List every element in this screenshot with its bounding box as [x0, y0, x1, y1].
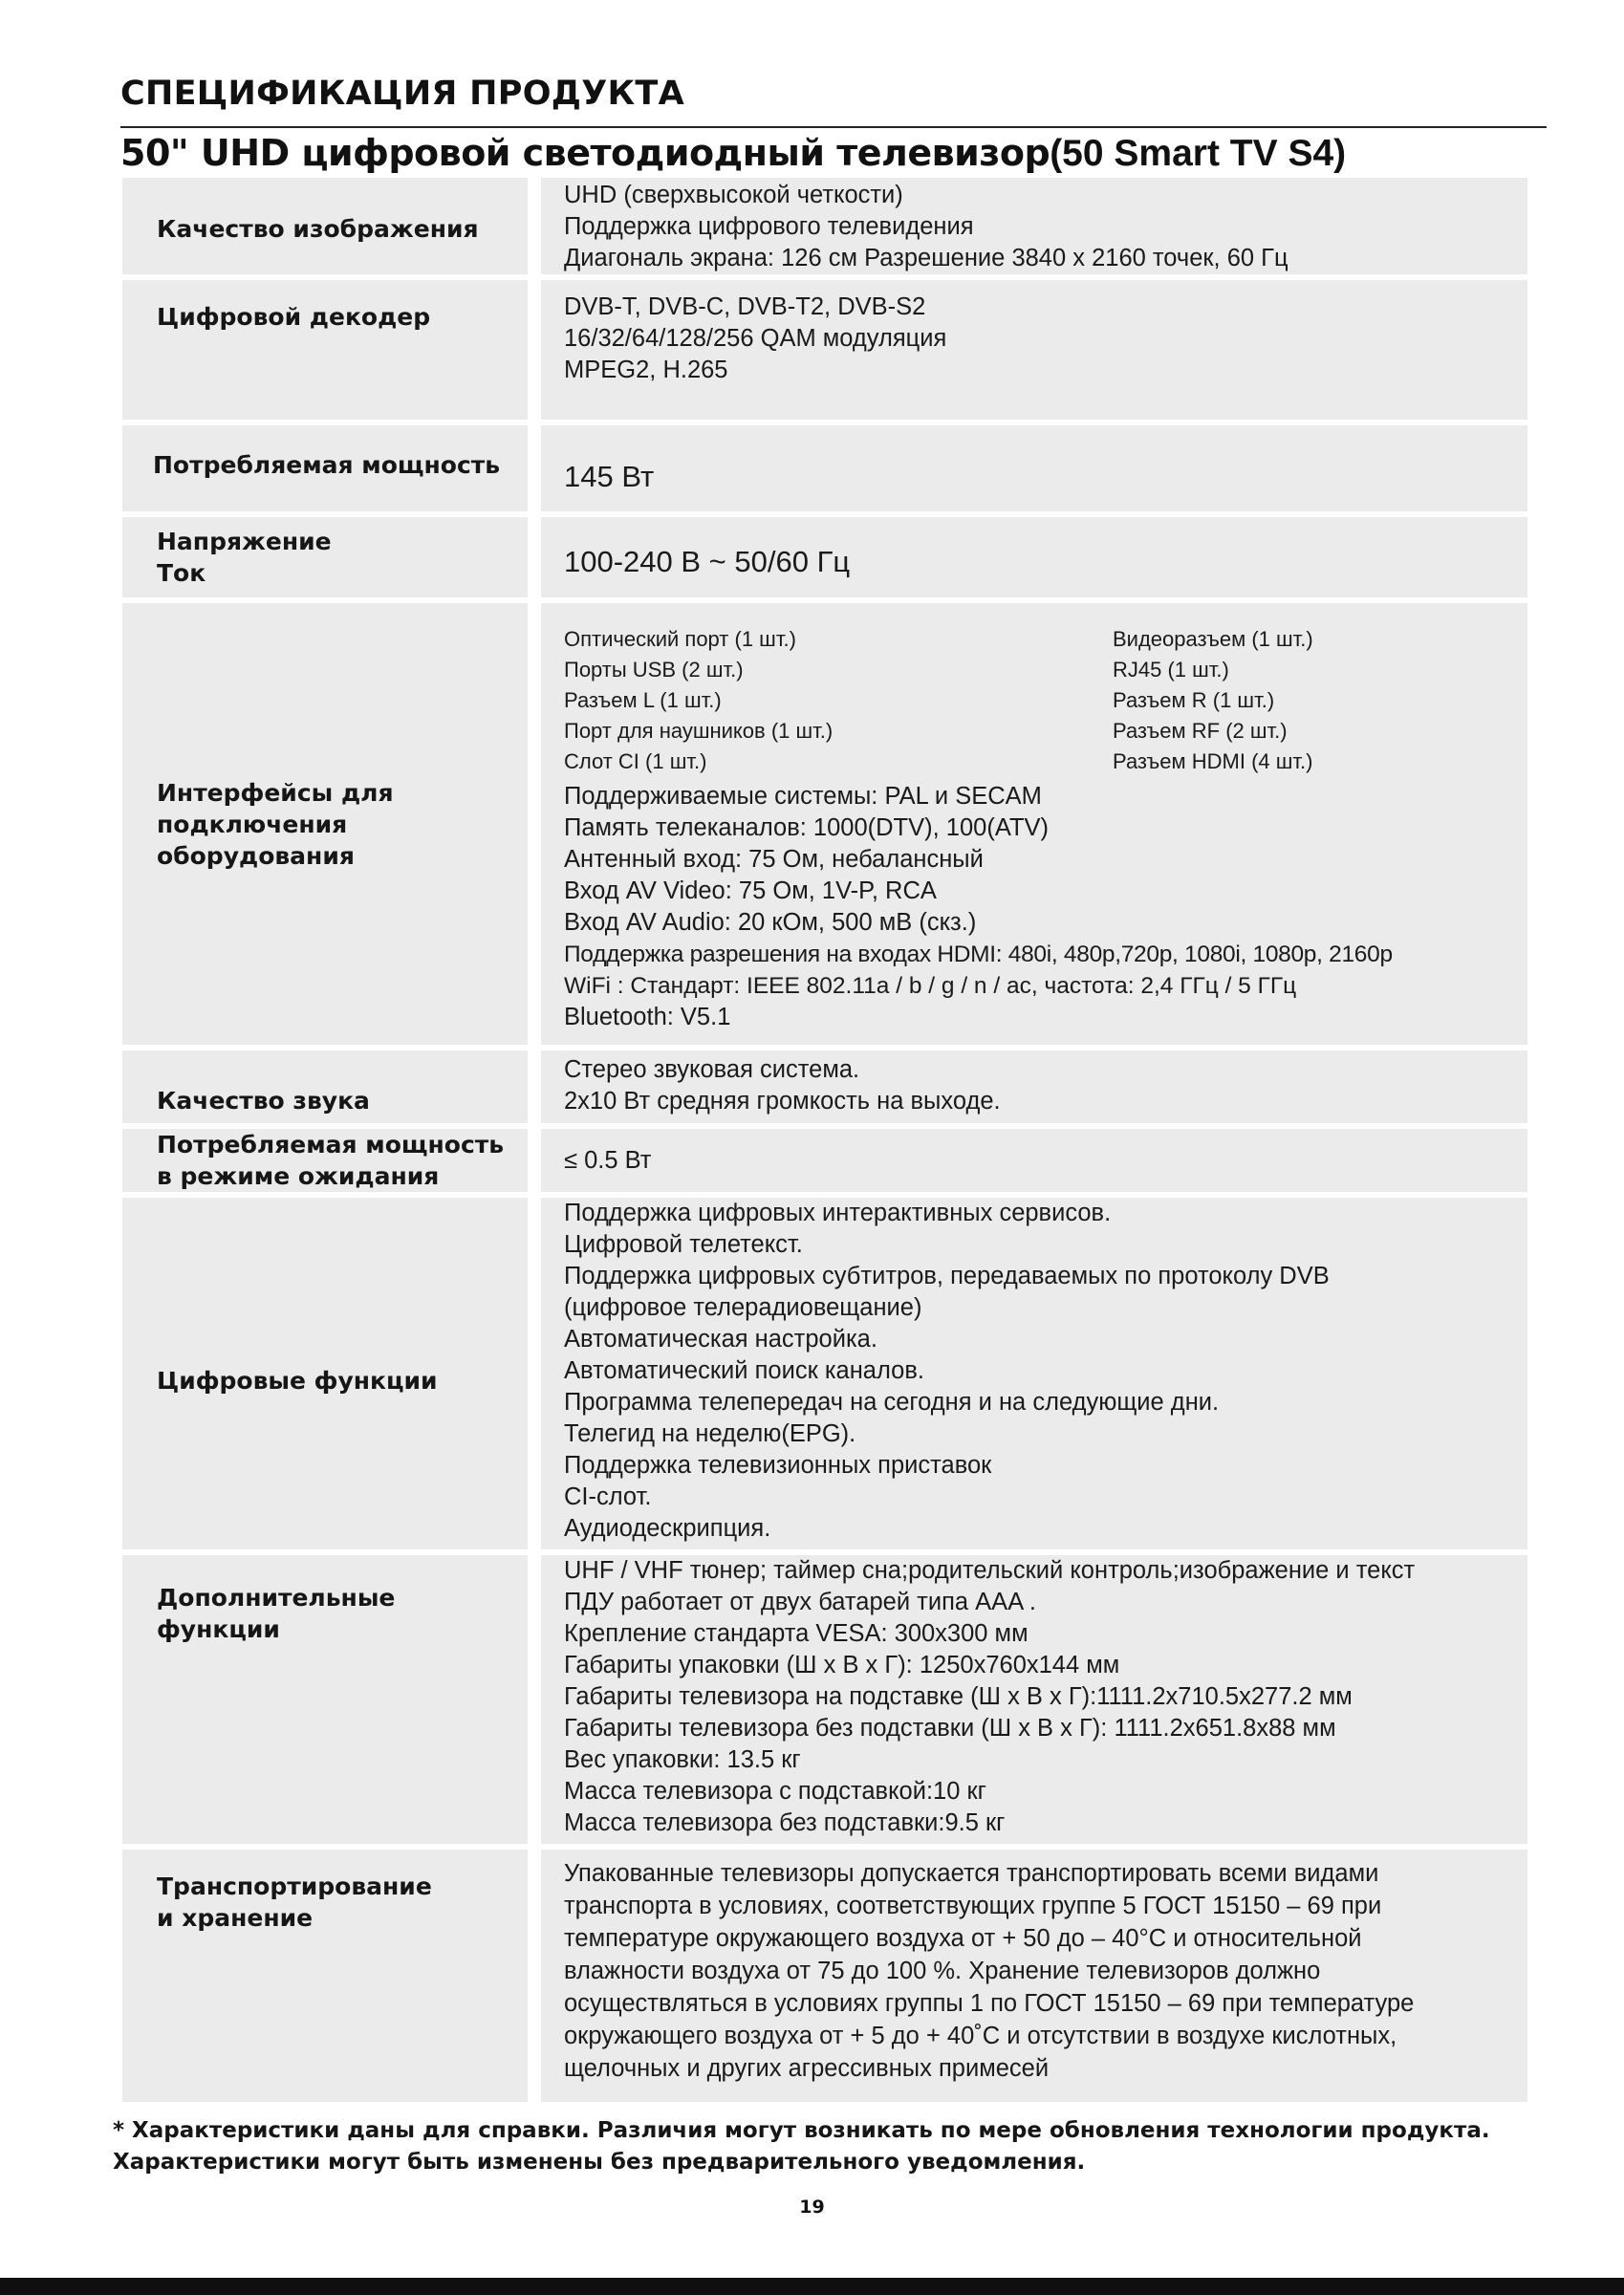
spec-label-line: функции: [157, 1615, 280, 1643]
footnote: [113, 2115, 1490, 2178]
spec-value-sound: [541, 1050, 1527, 1123]
spec-row-decoder: [122, 280, 1527, 420]
spec-label-sound: Качество звука: [122, 1050, 528, 1123]
spec-line: UHF / VHF тюнер; таймер сна;родительский контроль;изображение и текст: [564, 1557, 1416, 1584]
port-item: Порты USB (2 шт.): [564, 658, 744, 682]
spec-line: щелочных и других агрессивных примесей: [564, 2055, 1050, 2082]
port-item: Порт для наушников (1 шт.): [564, 719, 834, 743]
footnote-line: Характеристики могут быть изменены без предварительного уведомления.: [113, 2150, 1086, 2175]
spec-row-picture: [122, 178, 1527, 274]
spec-label-decoder: Цифровой декодер: [122, 280, 528, 420]
spec-row-power: [122, 425, 1527, 511]
spec-line: Поддержка цифровых интерактивных сервисов.: [564, 1200, 1112, 1226]
spec-line: Диагональ экрана: 126 см Разрешение 3840 х 2160 точек, 60 Гц: [564, 245, 1288, 271]
port-item: Разъем L (1 шт.): [564, 688, 722, 712]
spec-row-transport: [122, 1850, 1527, 2102]
spec-row-sound: [122, 1050, 1527, 1123]
spec-line: Масса телевизора без подставки:9.5 кг: [564, 1809, 1006, 1836]
spec-label-line: оборудования: [157, 841, 355, 870]
spec-line: Антенный вход: 75 Ом, небалансный: [564, 846, 984, 873]
spec-value-decoder: [541, 280, 1527, 420]
spec-value-voltage: 100-240 В ~ 50/60 Гц: [541, 517, 1527, 597]
spec-label-line: Напряжение: [157, 528, 332, 555]
port-item: Разъем R (1 шт.): [1113, 688, 1275, 712]
port-item: Разъем RF (2 шт.): [1113, 719, 1288, 743]
spec-label-extra: [122, 1555, 528, 1844]
spec-line: Поддержка цифрового телевидения: [564, 213, 974, 240]
spec-line: Программа телепередач на сегодня и на следующие дни.: [564, 1389, 1220, 1416]
spec-line: Поддержка цифровых субтитров, передаваемых по протоколу DVB: [564, 1263, 1330, 1289]
port-item: Разъем HDMI (4 шт.): [1113, 749, 1313, 773]
spec-line: Вход AV Audio: 20 кОм, 500 мВ (скз.): [564, 909, 977, 936]
spec-label-interfaces: [122, 603, 528, 1045]
spec-label-line: Потребляемая мощность: [157, 1131, 505, 1158]
spec-row-standby: [122, 1129, 1527, 1192]
spec-line: MPEG2, H.265: [564, 357, 728, 383]
spec-line: Габариты телевизора на подставке (Ш х В х Г):1111.2x710.5x277.2 мм: [564, 1683, 1353, 1710]
document-title: СПЕЦИФИКАЦИЯ ПРОДУКТА: [120, 75, 684, 113]
footnote-line: * Характеристики даны для справки. Различия могут возникать по мере обновления технологии продукта.: [113, 2118, 1490, 2143]
spec-label-transport: [122, 1850, 528, 2102]
spec-label-picture: Качество изображения: [122, 178, 528, 274]
spec-line: Автоматическая настройка.: [564, 1326, 877, 1353]
spec-line: Цифровой телетекст.: [564, 1231, 803, 1258]
spec-line: Аудиодескрипция.: [564, 1515, 771, 1542]
ports-right-column: [1113, 624, 1313, 777]
product-title: [120, 132, 1346, 175]
spec-label-power: Потребляемая мощность: [122, 425, 528, 511]
spec-line: транспорта в условиях, соответствующих группе 5 ГОСТ 15150 – 69 при: [564, 1893, 1382, 1919]
spec-line: 2х10 Вт средняя громкость на выходе.: [564, 1088, 1001, 1115]
spec-label-line: Дополнительные: [157, 1584, 396, 1612]
port-item: Слот CI (1 шт.): [564, 749, 707, 773]
spec-line: Память телеканалов: 1000(DTV), 100(ATV): [564, 814, 1050, 841]
spec-label-line: в режиме ожидания: [157, 1162, 440, 1190]
spec-label-line: и хранение: [157, 1904, 314, 1932]
spec-line: Габариты телевизора без подставки (Ш х В х Г): 1111.2x651.8x88 мм: [564, 1715, 1336, 1742]
spec-line: Вес упаковки: 13.5 кг: [564, 1746, 801, 1773]
port-item: Оптический порт (1 шт.): [564, 627, 796, 651]
spec-line: Поддержка телевизионных приставок: [564, 1452, 992, 1479]
spec-label-line: Ток: [157, 559, 206, 587]
spec-line: Поддерживаемые системы: PAL и SECAM: [564, 783, 1042, 810]
spec-label-line: подключения: [157, 810, 348, 838]
spec-line: 16/32/64/128/256 QAM модуляция: [564, 325, 947, 352]
ports-list: [564, 624, 1522, 777]
spec-line: влажности воздуха от 75 до 100 %. Хранение телевизоров должно: [564, 1958, 1321, 1984]
spec-line: осуществляться в условиях группы 1 по ГОСТ 15150 – 69 при температуре: [564, 1990, 1415, 2017]
spec-line: CI-слот.: [564, 1483, 652, 1510]
spec-label-line: Транспортирование: [157, 1873, 432, 1900]
spec-table: [122, 178, 1527, 2108]
product-model: (50 Smart TV S4): [1050, 133, 1347, 174]
spec-line: Габариты упаковки (Ш х В х Г): 1250х760х144 мм: [564, 1652, 1120, 1678]
spec-line: Стерео звуковая система.: [564, 1056, 860, 1083]
spec-row-extra: [122, 1555, 1527, 1844]
spec-line: ПДУ работает от двух батарей типа AAA .: [564, 1589, 1036, 1615]
spec-line: WiFi : Стандарт: IEEE 802.11a / b / g / n / ac, частота: 2,4 ГГц / 5 ГГц: [564, 973, 1297, 999]
spec-value-extra: [541, 1555, 1527, 1844]
product-name: 50" UHD цифровой светодиодный телевизор: [120, 132, 1050, 174]
spec-label-voltage: [122, 517, 528, 597]
page-number: 19: [799, 2197, 825, 2218]
spec-line: Вход AV Video: 75 Ом, 1V-P, RCA: [564, 877, 937, 904]
spec-value-transport: [541, 1850, 1527, 2102]
spec-line: Масса телевизора с подставкой:10 кг: [564, 1778, 986, 1805]
spec-label-standby: [122, 1129, 528, 1192]
spec-line: Крепление стандарта VESA: 300х300 мм: [564, 1620, 1029, 1647]
port-item: Видеоразъем (1 шт.): [1113, 627, 1313, 651]
spec-value-picture: [541, 178, 1527, 274]
ports-left-column: [564, 624, 1113, 777]
bottom-edge-bar: [0, 2278, 1624, 2295]
spec-line: температуре окружающего воздуха от + 50 до – 40°С и относительной: [564, 1925, 1362, 1952]
spec-line: Упакованные телевизоры допускается транспортировать всеми видами: [564, 1860, 1379, 1887]
title-divider: [120, 126, 1547, 128]
spec-line: Поддержка разрешения на входах HDMI: 480i, 480p,720p, 1080i, 1080p, 2160p: [564, 942, 1393, 967]
spec-value-digital: [541, 1198, 1527, 1549]
spec-line: DVB-T, DVB-C, DVB-T2, DVB-S2: [564, 293, 926, 320]
spec-line: (цифровое телерадиовещание): [564, 1294, 922, 1321]
spec-row-digital: [122, 1198, 1527, 1549]
spec-value-power: 145 Вт: [541, 425, 1527, 511]
spec-line: Телегид на неделю(EPG).: [564, 1420, 856, 1447]
spec-row-voltage: [122, 517, 1527, 597]
spec-label-line: Интерфейсы для: [157, 778, 394, 807]
spec-row-interfaces: [122, 603, 1527, 1045]
spec-line: Bluetooth: V5.1: [564, 1004, 731, 1030]
spec-line: UHD (сверхвысокой четкости): [564, 182, 903, 208]
spec-line: Автоматический поиск каналов.: [564, 1357, 924, 1384]
spec-line: окружающего воздуха от + 5 до + 40˚С и отсутствии в воздухе кислотных,: [564, 2023, 1397, 2049]
spec-value-standby: ≤ 0.5 Вт: [541, 1129, 1527, 1192]
spec-label-digital: Цифровые функции: [122, 1198, 528, 1549]
port-item: RJ45 (1 шт.): [1113, 658, 1229, 682]
spec-value-interfaces: [541, 603, 1527, 1045]
